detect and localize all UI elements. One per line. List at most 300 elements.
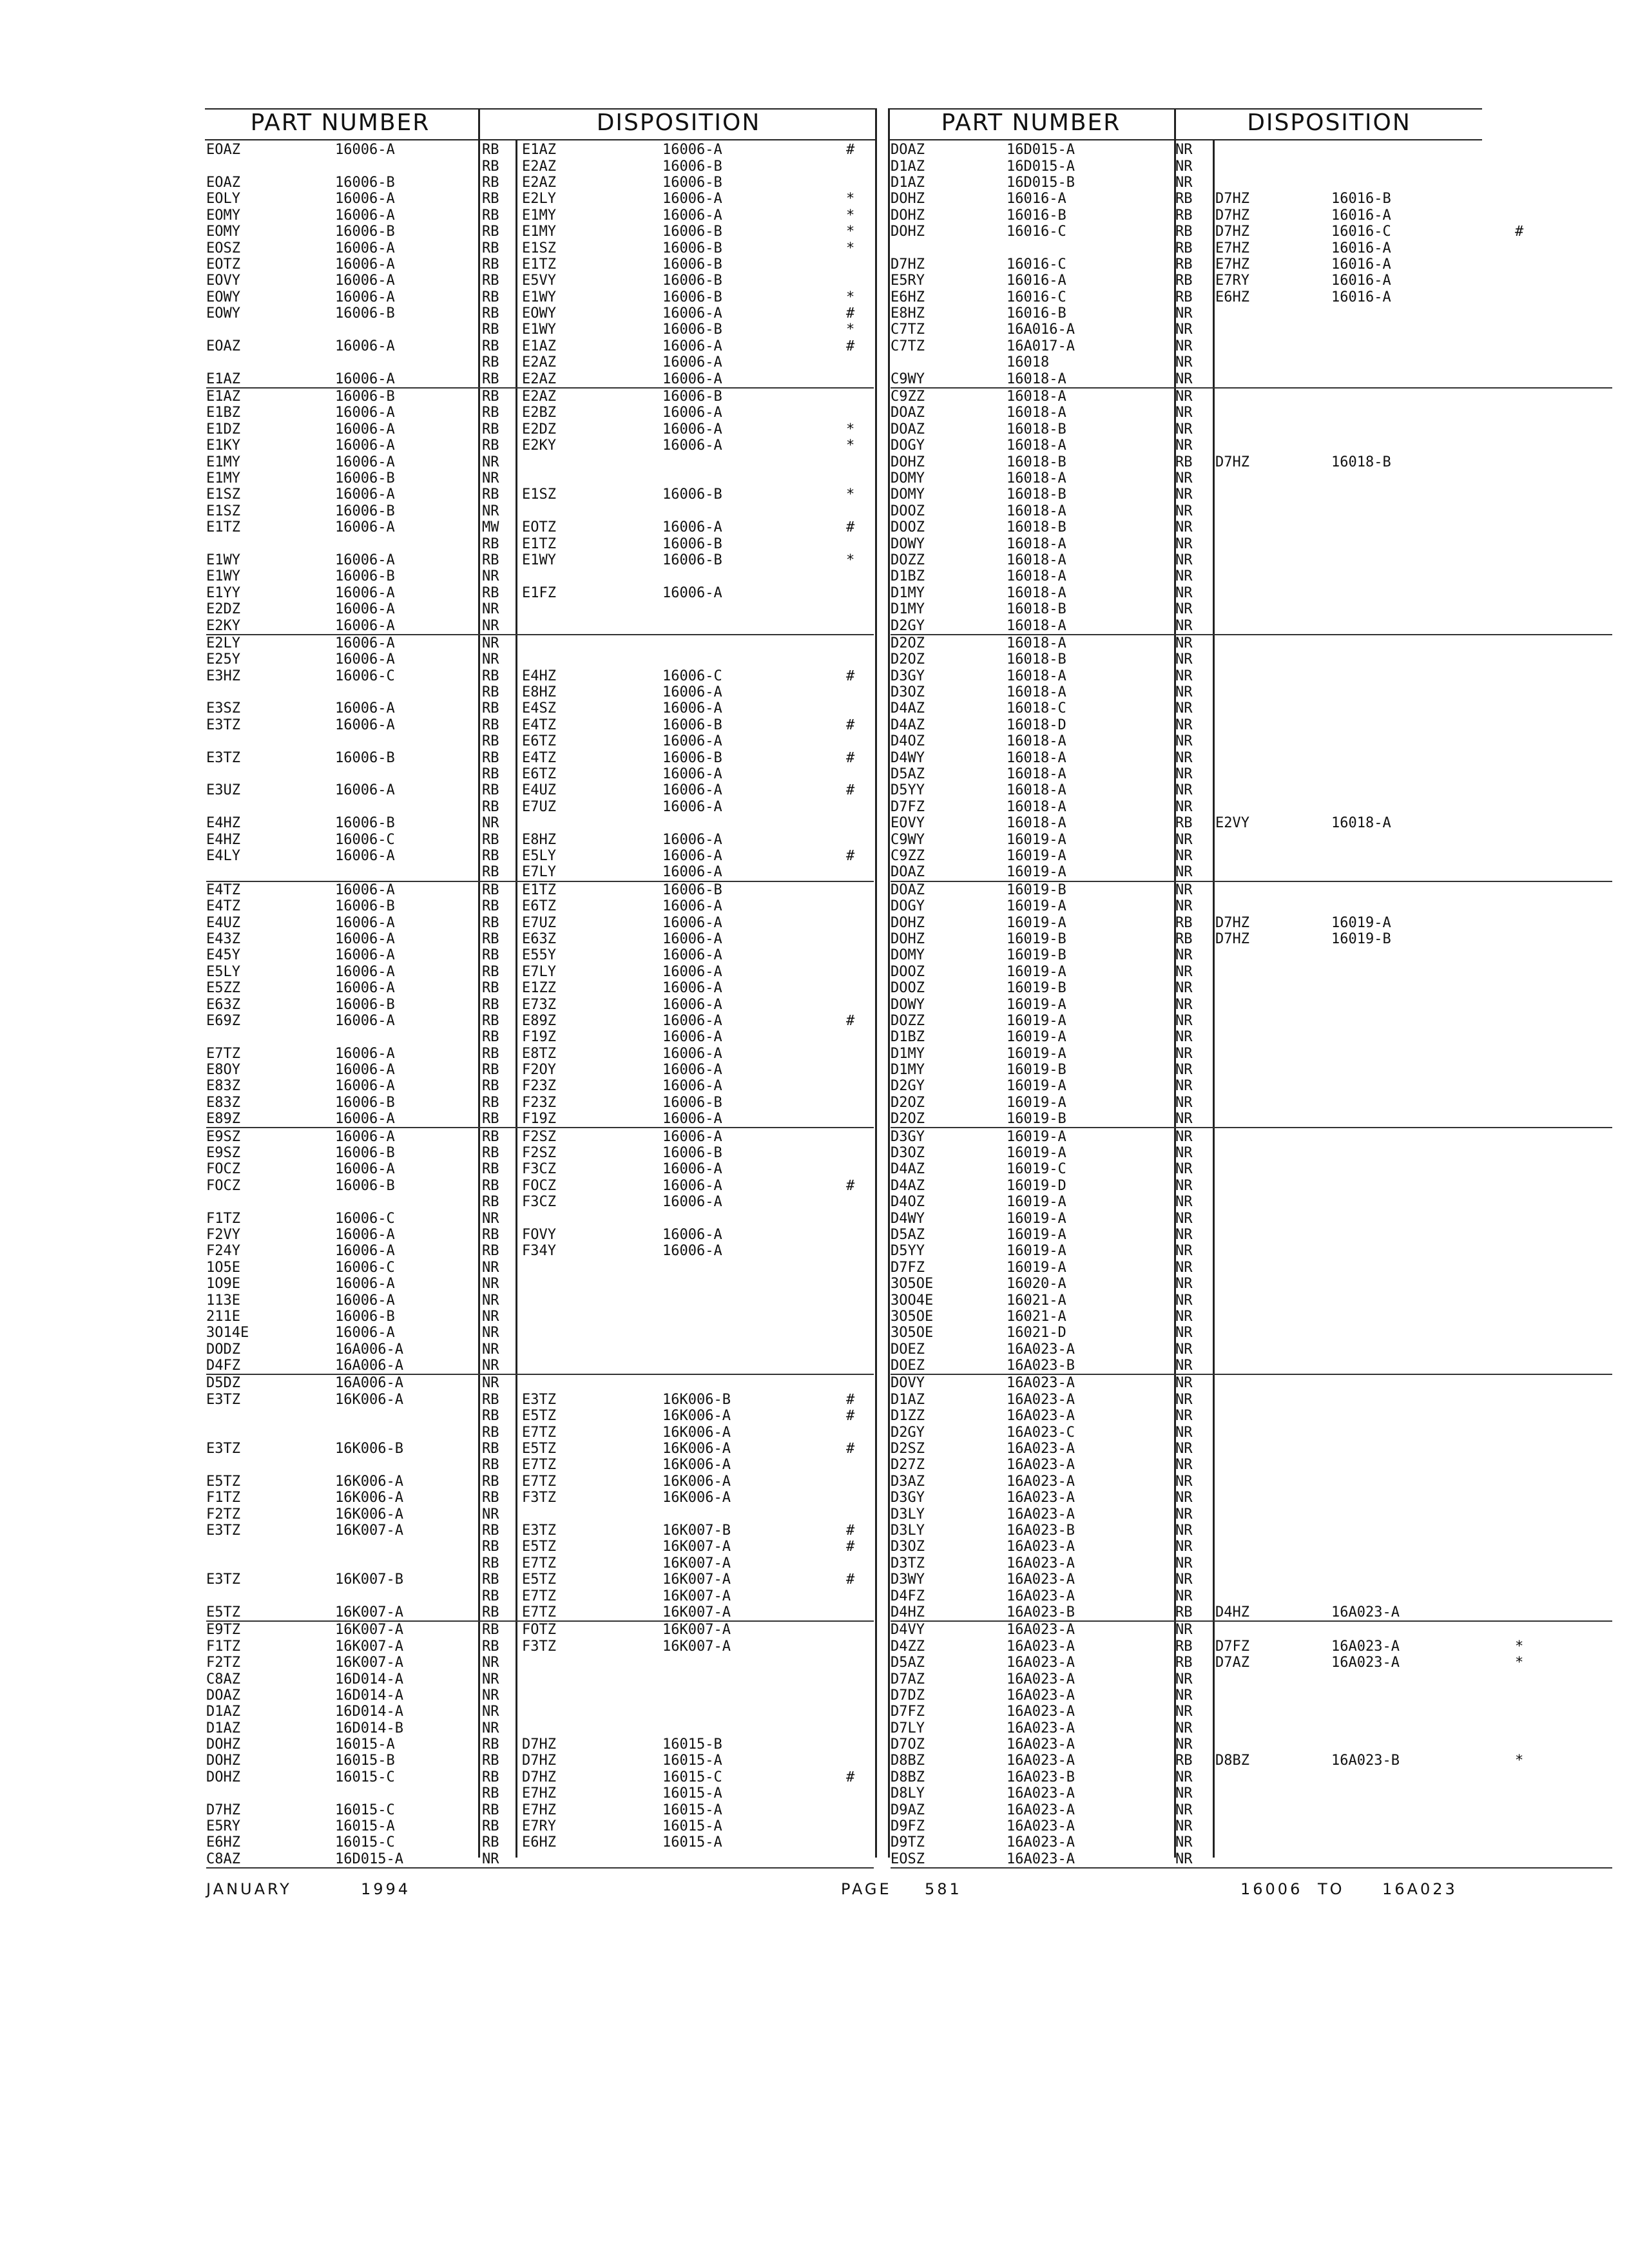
code: RB xyxy=(482,980,499,997)
code: NR xyxy=(1175,1308,1193,1325)
part-number: E1AZ xyxy=(206,389,240,405)
replacement-part: E5TZ xyxy=(522,1408,556,1425)
part-number: DOHZ xyxy=(891,207,925,224)
replacement-suffix: 16018-B xyxy=(1331,454,1391,470)
code: NR xyxy=(1175,1769,1193,1785)
replacement-part: E1AZ xyxy=(522,142,556,159)
center-divider-a xyxy=(875,108,877,1858)
part-suffix: 16018-A xyxy=(1007,535,1066,552)
code: RB xyxy=(482,437,499,454)
replacement-suffix: 16006-B xyxy=(662,389,722,405)
table-row xyxy=(206,1753,874,1769)
part-suffix: 16019-A xyxy=(1007,1243,1066,1260)
part-number: D2GY xyxy=(891,1424,925,1441)
part-suffix: 16015-B xyxy=(335,1753,395,1769)
code: NR xyxy=(1175,749,1193,766)
table-row xyxy=(206,1687,874,1704)
part-number: D3TZ xyxy=(891,1555,925,1571)
replacement-part: E6TZ xyxy=(522,898,556,915)
note: # xyxy=(846,716,855,733)
part-number: E4LY xyxy=(206,847,240,864)
part-suffix: 16019-A xyxy=(1007,831,1066,848)
part-number: D8LY xyxy=(891,1785,925,1802)
code: NR xyxy=(1175,1094,1193,1111)
part-suffix: 16006-A xyxy=(335,454,395,470)
part-suffix: 16019-A xyxy=(1007,1259,1066,1276)
replacement-suffix: 16K007-B xyxy=(662,1523,731,1539)
part-number: E89Z xyxy=(206,1111,240,1128)
replacement-part: E8HZ xyxy=(522,684,556,701)
replacement-suffix: 16016-A xyxy=(1331,256,1391,273)
replacement-part: D7HZ xyxy=(1215,914,1249,931)
replacement-part: D8BZ xyxy=(1215,1753,1249,1769)
part-number: D2GY xyxy=(891,1078,925,1095)
part-suffix: 16006-B xyxy=(335,815,395,832)
table-row xyxy=(206,1704,874,1720)
note: * xyxy=(846,207,855,224)
replacement-part: E7TZ xyxy=(522,1457,556,1474)
code: RB xyxy=(482,405,499,421)
replacement-suffix: 16019-A xyxy=(1331,914,1391,931)
replacement-suffix: 16016-A xyxy=(1331,273,1391,289)
part-number: E83Z xyxy=(206,1094,240,1111)
table-row xyxy=(891,1424,1612,1440)
part-number: DOHZ xyxy=(206,1736,240,1753)
part-number: D8BZ xyxy=(891,1769,925,1785)
table-row xyxy=(206,831,874,847)
part-number: D4AZ xyxy=(891,716,925,733)
part-number: DOOZ xyxy=(891,519,925,536)
table-row xyxy=(206,848,874,864)
replacement-suffix: 16006-A xyxy=(662,733,722,750)
part-number: D9TZ xyxy=(891,1834,925,1851)
code: NR xyxy=(1175,1523,1193,1539)
replacement-suffix: 16006-A xyxy=(662,847,722,864)
replacement-part: E1TZ xyxy=(522,535,556,552)
part-suffix: 16018-A xyxy=(1007,552,1066,568)
code: NR xyxy=(1175,898,1193,915)
part-suffix: 16006-A xyxy=(335,1012,395,1029)
part-number: D7HZ xyxy=(891,256,925,273)
table-row xyxy=(206,142,874,158)
part-number: D8BZ xyxy=(891,1753,925,1769)
part-number: E9SZ xyxy=(206,1145,240,1162)
right-table xyxy=(891,142,1612,1869)
part-suffix: 16016-C xyxy=(1007,224,1066,240)
part-number: F1TZ xyxy=(206,1638,240,1655)
replacement-suffix: 16006-B xyxy=(662,535,722,552)
code: NR xyxy=(1175,1506,1193,1523)
table-row xyxy=(891,256,1612,273)
table-row xyxy=(891,1802,1612,1818)
replacement-part: E8TZ xyxy=(522,1045,556,1062)
code: RB xyxy=(482,338,499,354)
part-number: DOAZ xyxy=(206,1687,240,1704)
code: RB xyxy=(482,1012,499,1029)
part-number: DOEZ xyxy=(891,1341,925,1358)
table-row xyxy=(891,831,1612,847)
code: NR xyxy=(1175,503,1193,519)
part-suffix: 16016-B xyxy=(1007,207,1066,224)
code: RB xyxy=(482,1539,499,1555)
replacement-suffix: 16K006-A xyxy=(662,1473,731,1490)
part-number: D1AZ xyxy=(891,174,925,191)
part-number: C8AZ xyxy=(206,1850,240,1867)
part-suffix: 16006-B xyxy=(335,305,395,322)
part-number: E7TZ xyxy=(206,1045,240,1062)
part-number: E9SZ xyxy=(206,1128,240,1145)
code: NR xyxy=(1175,1473,1193,1490)
part-suffix: 16006-A xyxy=(335,370,395,387)
part-suffix: 16K007-A xyxy=(335,1622,403,1639)
code: NR xyxy=(1175,1012,1193,1029)
replacement-part: E7TZ xyxy=(522,1473,556,1490)
part-number: DOMY xyxy=(891,947,925,964)
code: RB xyxy=(482,733,499,750)
table-row xyxy=(206,964,874,980)
part-number: 113E xyxy=(206,1292,240,1309)
code: RB xyxy=(482,1391,499,1408)
part-suffix: 16020-A xyxy=(1007,1276,1066,1293)
table-row xyxy=(206,568,874,584)
code: MW xyxy=(482,519,499,536)
code: NR xyxy=(1175,733,1193,750)
code: NR xyxy=(1175,1720,1193,1736)
code: RB xyxy=(482,1457,499,1474)
part-number: C9WY xyxy=(891,831,925,848)
code: RB xyxy=(482,1802,499,1818)
code: NR xyxy=(1175,584,1193,601)
part-number: E4HZ xyxy=(206,815,240,832)
part-suffix: 16018-A xyxy=(1007,782,1066,799)
part-number: 3O5OE xyxy=(891,1308,934,1325)
part-suffix: 16019-A xyxy=(1007,847,1066,864)
replacement-part: D7AZ xyxy=(1215,1655,1249,1671)
code: RB xyxy=(482,1128,499,1145)
left-table xyxy=(206,142,874,1869)
part-number: D4OZ xyxy=(891,1194,925,1211)
part-number: D4AZ xyxy=(891,1177,925,1194)
part-suffix: 16018-A xyxy=(1007,798,1066,815)
replacement-suffix: 16006-A xyxy=(662,898,722,915)
table-row xyxy=(891,142,1612,158)
part-suffix: 16A023-A xyxy=(1007,1490,1075,1506)
table-row xyxy=(206,815,874,831)
part-suffix: 16006-B xyxy=(335,898,395,915)
code: RB xyxy=(482,1834,499,1851)
code: NR xyxy=(1175,684,1193,701)
part-suffix: 16006-B xyxy=(335,749,395,766)
replacement-suffix: 16006-A xyxy=(662,437,722,454)
replacement-part: F3TZ xyxy=(522,1490,556,1506)
replacement-part: E2KY xyxy=(522,437,556,454)
table-row xyxy=(891,931,1612,947)
table-row xyxy=(891,668,1612,684)
part-number: EOVY xyxy=(206,273,240,289)
code: RB xyxy=(482,1622,499,1639)
part-suffix: 16006-A xyxy=(335,1276,395,1293)
replacement-part: E4UZ xyxy=(522,782,556,799)
part-number: C8AZ xyxy=(206,1671,240,1687)
part-suffix: 16018-B xyxy=(1007,454,1066,470)
part-suffix: 16A023-B xyxy=(1007,1523,1075,1539)
part-suffix: 16006-B xyxy=(335,470,395,486)
code: NR xyxy=(482,503,499,519)
part-suffix: 16018-B xyxy=(1007,421,1066,437)
part-suffix: 16006-C xyxy=(335,831,395,848)
replacement-part: E5LY xyxy=(522,847,556,864)
replacement-part: F2SZ xyxy=(522,1128,556,1145)
code: RB xyxy=(482,174,499,191)
part-suffix: 16A023-A xyxy=(1007,1555,1075,1571)
table-row xyxy=(891,1671,1612,1687)
table-row xyxy=(206,799,874,815)
code: RB xyxy=(482,256,499,273)
table-row xyxy=(206,782,874,798)
table-row xyxy=(891,207,1612,224)
code: NR xyxy=(482,1210,499,1227)
code: RB xyxy=(482,914,499,931)
table-row xyxy=(206,1045,874,1061)
code: RB xyxy=(482,1062,499,1079)
part-suffix: 16015-A xyxy=(335,1736,395,1753)
part-suffix: 16016-A xyxy=(1007,273,1066,289)
part-suffix: 16019-A xyxy=(1007,996,1066,1013)
code: NR xyxy=(1175,1078,1193,1095)
part-suffix: 16A023-A xyxy=(1007,1341,1075,1358)
replacement-part: F2SZ xyxy=(522,1145,556,1162)
table-row xyxy=(891,1622,1612,1638)
replacement-part: E7TZ xyxy=(522,1604,556,1620)
table-row xyxy=(891,1260,1612,1276)
part-number: DOGY xyxy=(891,437,925,454)
replacement-part: EOWY xyxy=(522,305,556,322)
table-row xyxy=(206,898,874,914)
note: # xyxy=(846,1391,855,1408)
replacement-part: E1WY xyxy=(522,552,556,568)
replacement-part: E4TZ xyxy=(522,716,556,733)
code: RB xyxy=(1175,1655,1193,1671)
replacement-part: E1ZZ xyxy=(522,980,556,997)
replacement-suffix: 16K007-A xyxy=(662,1571,731,1588)
part-suffix: 16A023-A xyxy=(1007,1785,1075,1802)
replacement-part: E1AZ xyxy=(522,338,556,354)
part-number: EOWY xyxy=(206,305,240,322)
code: RB xyxy=(482,1424,499,1441)
code: NR xyxy=(1175,1210,1193,1227)
part-suffix: 16006-A xyxy=(335,881,395,898)
code: NR xyxy=(482,1259,499,1276)
table-row xyxy=(891,289,1612,305)
table-row xyxy=(891,454,1612,470)
code: NR xyxy=(1175,1029,1193,1046)
part-number: DOAZ xyxy=(891,881,925,898)
note: # xyxy=(846,519,855,536)
part-suffix: 16021-D xyxy=(1007,1325,1066,1341)
replacement-suffix: 16006-A xyxy=(662,1177,722,1194)
table-row xyxy=(891,1523,1612,1539)
code: NR xyxy=(1175,1045,1193,1062)
table-row xyxy=(206,1588,874,1604)
note: * xyxy=(846,552,855,568)
table-row xyxy=(891,1555,1612,1571)
code: RB xyxy=(482,1111,499,1128)
code: RB xyxy=(482,700,499,717)
replacement-suffix: 16006-A xyxy=(662,914,722,931)
table-row xyxy=(206,1622,874,1638)
part-suffix: 16016-A xyxy=(1007,191,1066,207)
replacement-part: E5VY xyxy=(522,273,556,289)
table-row xyxy=(206,1506,874,1522)
part-suffix: 16A023-A xyxy=(1007,1506,1075,1523)
part-number: E83Z xyxy=(206,1078,240,1095)
part-suffix: 16019-A xyxy=(1007,1012,1066,1029)
code: NR xyxy=(1175,1358,1193,1374)
part-number: DOHZ xyxy=(891,914,925,931)
replacement-part: D7FZ xyxy=(1215,1638,1249,1655)
replacement-part: E7HZ xyxy=(1215,240,1249,256)
part-number: E8OY xyxy=(206,1062,240,1079)
table-row xyxy=(891,158,1612,174)
table-row xyxy=(891,815,1612,831)
table-row xyxy=(891,1309,1612,1325)
part-number: E1WY xyxy=(206,552,240,568)
table-row xyxy=(206,1457,874,1473)
part-number: D5AZ xyxy=(891,1655,925,1671)
code: RB xyxy=(482,1045,499,1062)
part-number: E3TZ xyxy=(206,749,240,766)
part-number: 1O9E xyxy=(206,1276,240,1293)
table-row xyxy=(206,1276,874,1292)
part-suffix: 16019-B xyxy=(1007,1111,1066,1128)
code: NR xyxy=(1175,1145,1193,1162)
code: RB xyxy=(1175,1753,1193,1769)
part-number: EOWY xyxy=(206,289,240,305)
part-suffix: 16018-A xyxy=(1007,437,1066,454)
table-row xyxy=(891,848,1612,864)
part-suffix: 16019-B xyxy=(1007,947,1066,964)
replacement-suffix: 16006-A xyxy=(662,1194,722,1211)
table-row xyxy=(891,1210,1612,1226)
table-row xyxy=(891,1341,1612,1358)
code: NR xyxy=(1175,1243,1193,1260)
part-suffix: 16018-A xyxy=(1007,749,1066,766)
code: NR xyxy=(1175,158,1193,175)
part-suffix: 16018-A xyxy=(1007,389,1066,405)
code: NR xyxy=(1175,1785,1193,1802)
part-number: E6HZ xyxy=(206,1834,240,1851)
part-number: F1TZ xyxy=(206,1210,240,1227)
replacement-suffix: 16006-A xyxy=(662,980,722,997)
part-suffix: 16D014-B xyxy=(335,1720,403,1736)
code: NR xyxy=(1175,519,1193,536)
replacement-suffix: 16006-B xyxy=(662,749,722,766)
code: RB xyxy=(482,881,499,898)
table-row xyxy=(891,1539,1612,1555)
code: RB xyxy=(482,1408,499,1425)
code: NR xyxy=(482,1375,499,1392)
part-number: C9WY xyxy=(891,370,925,387)
part-suffix: 16A023-A xyxy=(1007,1753,1075,1769)
part-suffix: 16A023-A xyxy=(1007,1457,1075,1474)
code: NR xyxy=(1175,338,1193,354)
table-row xyxy=(206,1292,874,1308)
table-row xyxy=(891,1243,1612,1259)
replacement-part: E7HZ xyxy=(522,1802,556,1818)
table-row xyxy=(206,914,874,930)
part-suffix: 16018-A xyxy=(1007,568,1066,585)
part-number: E3TZ xyxy=(206,1523,240,1539)
replacement-suffix: 16K006-A xyxy=(662,1424,731,1441)
replacement-part: E7RY xyxy=(1215,273,1249,289)
code: NR xyxy=(1175,1375,1193,1392)
replacement-suffix: 16015-A xyxy=(662,1802,722,1818)
part-suffix: 16006-A xyxy=(335,338,395,354)
part-suffix: 16A023-A xyxy=(1007,1638,1075,1655)
code: RB xyxy=(482,535,499,552)
table-row xyxy=(891,882,1612,898)
replacement-suffix: 16006-A xyxy=(662,864,722,881)
table-row xyxy=(206,601,874,617)
replacement-part: EOTZ xyxy=(522,519,556,536)
part-number: D4WY xyxy=(891,749,925,766)
part-number: DOHZ xyxy=(206,1753,240,1769)
part-suffix: 16006-B xyxy=(335,1308,395,1325)
code: RB xyxy=(482,584,499,601)
replacement-part: F2OY xyxy=(522,1062,556,1079)
part-number: EOTZ xyxy=(206,256,240,273)
replacement-part: E2LY xyxy=(522,191,556,207)
part-suffix: 16K007-B xyxy=(335,1571,403,1588)
replacement-part: E55Y xyxy=(522,947,556,964)
table-row xyxy=(206,651,874,668)
code: NR xyxy=(1175,1161,1193,1178)
replacement-suffix: 16006-A xyxy=(662,405,722,421)
replacement-suffix: 16015-A xyxy=(662,1818,722,1835)
table-row xyxy=(891,1506,1612,1522)
replacement-part: E7UZ xyxy=(522,798,556,815)
part-suffix: 16A006-A xyxy=(335,1375,403,1392)
code: RB xyxy=(482,289,499,305)
table-row xyxy=(206,668,874,684)
replacement-part: E2AZ xyxy=(522,158,556,175)
replacement-part: E5TZ xyxy=(522,1571,556,1588)
note: # xyxy=(846,668,855,684)
table-row xyxy=(891,1687,1612,1704)
code: NR xyxy=(1175,1226,1193,1243)
replacement-suffix: 16006-A xyxy=(662,142,722,159)
code: NR xyxy=(1175,1736,1193,1753)
code: NR xyxy=(1175,1408,1193,1425)
table-row xyxy=(206,1539,874,1555)
part-suffix: 16006-B xyxy=(335,1094,395,1111)
table-row xyxy=(891,552,1612,568)
table-row xyxy=(891,437,1612,454)
table-row xyxy=(206,1161,874,1177)
part-suffix: 16006-A xyxy=(335,1045,395,1062)
part-suffix: 16006-A xyxy=(335,914,395,931)
table-row xyxy=(206,207,874,224)
code: NR xyxy=(1175,1292,1193,1309)
code: NR xyxy=(1175,617,1193,634)
part-number: 211E xyxy=(206,1308,240,1325)
part-suffix: 16K006-A xyxy=(335,1391,403,1408)
table-row xyxy=(206,1178,874,1194)
note: * xyxy=(846,437,855,454)
table-row xyxy=(206,519,874,535)
table-row xyxy=(206,1490,874,1506)
code: RB xyxy=(482,684,499,701)
